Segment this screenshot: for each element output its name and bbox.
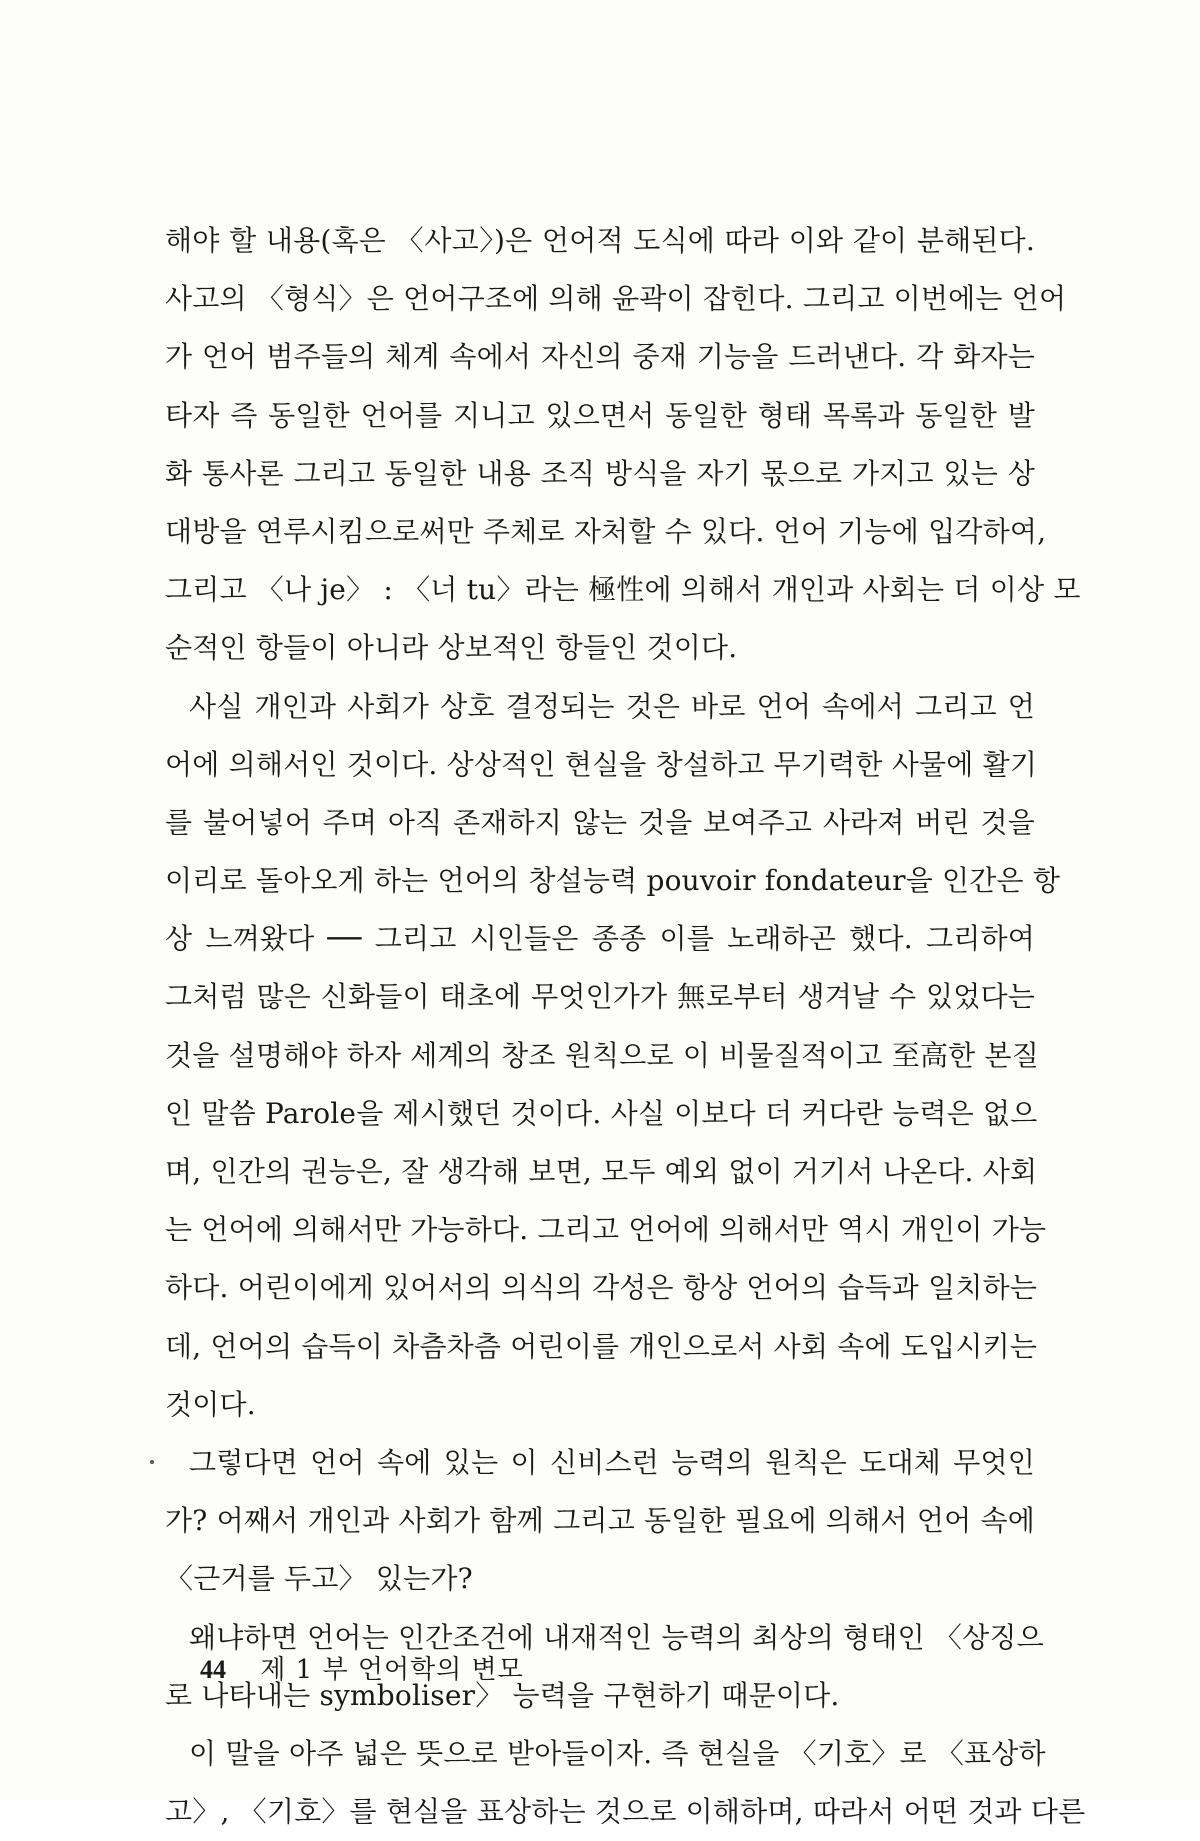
text-line: 데, 언어의 습득이 차츰차츰 어린이를 개인으로서 사회 속에 도입시키는 [165, 1329, 1038, 1363]
text-line: 사실 개인과 사회가 상호 결정되는 것은 바로 언어 속에서 그리고 언 [189, 689, 1035, 723]
text-line: 어에 의해서인 것이다. 상상적인 현실을 창설하고 무기력한 사물에 활기 [165, 747, 1038, 781]
page-number: 44 [200, 1655, 226, 1684]
text-line: 대방을 연루시킴으로써만 주체로 자처할 수 있다. 언어 기능에 입각하여, [165, 514, 1047, 548]
text-line: 타자 즉 동일한 언어를 지니고 있으면서 동일한 형태 목록과 동일한 발 [165, 398, 1035, 432]
text-line: 사고의 〈형식〉은 언어구조에 의해 윤곽이 잡힌다. 그리고 이번에는 언어 [165, 282, 1067, 316]
text-line: 그처럼 많은 신화들이 태초에 무엇인가가 無로부터 생겨날 수 있었다는 [165, 980, 1035, 1014]
text-line: 것이다. [165, 1387, 256, 1421]
text-line: 그렇다면 언어 속에 있는 이 신비스런 능력의 원칙은 도대체 무엇인 [189, 1445, 1035, 1479]
page-footer [200, 1650, 524, 1690]
text-line: 하다. 어린이에게 있어서의 의식의 각성은 항상 언어의 습득과 일치하는 [165, 1271, 1038, 1305]
text-line: 로 나타내는 symboliser〉 능력을 구현하기 때문이다. [165, 1678, 840, 1712]
text-line: 왜냐하면 언어는 인간조건에 내재적인 능력의 최상의 형태인 〈상징으 [189, 1620, 1044, 1654]
running-head: 제 1 부 언어학의 변모 [260, 1655, 524, 1685]
text-line: 는 언어에 의해서만 가능하다. 그리고 언어에 의해서만 역시 개인이 가능 [165, 1213, 1047, 1247]
body-text [165, 212, 1086, 1841]
text-line: 〈근거를 두고〉 있는가? [165, 1562, 473, 1596]
text-line: 를 불어넣어 주며 아직 존재하지 않는 것을 보여주고 사라져 버린 것을 [165, 805, 1035, 839]
text-line: 것을 설명해야 하자 세계의 창조 원칙으로 이 비물질적이고 至高한 본질 [165, 1038, 1040, 1072]
text-line: 인 말씀 Parole을 제시했던 것이다. 사실 이보다 더 커다란 능력은 없으 [165, 1096, 1038, 1130]
text-line: 며, 인간의 권능은, 잘 생각해 보면, 모두 예외 없이 거기서 나온다. 사회 [165, 1155, 1038, 1188]
text-line: 이 말을 아주 넓은 뜻으로 받아들이자. 즉 현실을 〈기호〉로 〈표상하 [189, 1736, 1046, 1770]
text-line: 화 통사론 그리고 동일한 내용 조직 방식을 자기 몫으로 가지고 있는 상 [165, 456, 1035, 490]
text-line: 그리고 〈나 je〉 : 〈너 tu〉라는 極性에 의해서 개인과 사회는 더 이상 모 [165, 573, 1081, 607]
text-line: 이리로 돌아오게 하는 언어의 창설능력 pouvoir fondateur을 인간은 항 [165, 864, 1061, 898]
text-line: 해야 할 내용(혹은 〈사고〉)은 언어적 도식에 따라 이와 같이 분해된다. [165, 224, 1035, 257]
text-line: 가? 어째서 개인과 사회가 함께 그리고 동일한 필요에 의해서 언어 속에 [165, 1504, 1035, 1538]
text-line: 상 느껴왔다 ── 그리고 시인들은 종종 이를 노래하곤 했다. 그리하여 [165, 922, 1035, 956]
text-line: 고〉, 〈기호〉를 현실을 표상하는 것으로 이해하며, 따라서 어떤 것과 다른 [165, 1795, 1086, 1829]
text-line: 가 언어 범주들의 체계 속에서 자신의 중재 기능을 드러낸다. 각 화자는 [165, 340, 1035, 374]
print-speck [150, 1460, 154, 1464]
text-line: 순적인 항들이 아니라 상보적인 항들인 것이다. [165, 631, 738, 665]
